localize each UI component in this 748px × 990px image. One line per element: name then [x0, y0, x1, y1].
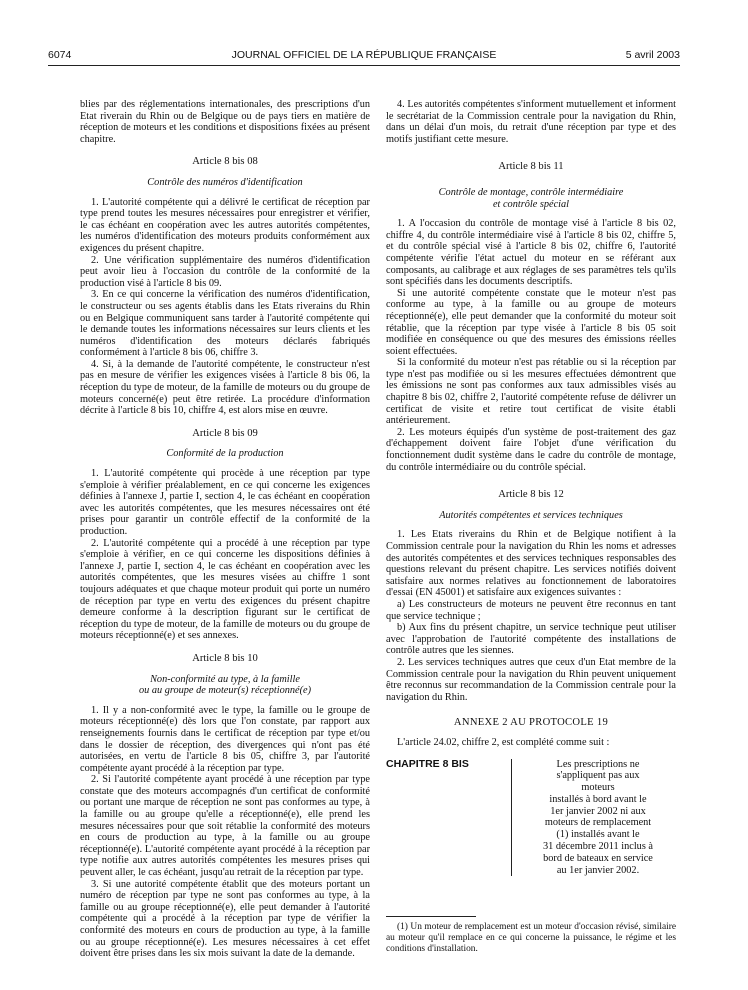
chapter-line: 31 décembre 2011 inclus à — [543, 841, 653, 853]
annexe-title: ANNEXE 2 AU PROTOCOLE 19 — [453, 717, 609, 729]
paragraph: 2. Une vérification supplémentaire des numéros d'identification peut avoir lieu à l'occasion du contrôle de la conformité de la production visé à l'article 8 bis 09. — [80, 254, 370, 289]
chapter-text — [512, 759, 676, 877]
chapter-line: Les prescriptions ne s'appliquent pas aux moteurs — [556, 758, 640, 794]
chapter-line: au 1er janvier 2002. — [556, 864, 640, 876]
article-8bis11-subtitle — [386, 187, 676, 210]
page-number: 6074 — [48, 49, 72, 61]
article-8bis10-subtitle — [80, 674, 370, 697]
footnote: (1) Un moteur de remplacement est un moteur d'occasion révisé, similaire au moteur qu'il remplace en ce qui concerne la puissance, le régime et les conditions d'installation. — [386, 922, 676, 954]
article-8bis09-subtitle: Conformité de la production — [166, 448, 284, 460]
paragraph: Si la conformité du moteur n'est pas rétablie ou si la réception par type n'est pas modifiée ou si les mesures effectuées démontrent que les émissions ne sont pas conformes aux taux admissibles visés au chapitre 8 bis 02, chiffre 2, l'autorité compétente refuse de délivrer un certificat de visite et retire tout certificat de visite établi antérieurement. — [386, 357, 676, 427]
subtitle-line: Non-conformité au type, à la famille — [150, 673, 300, 685]
paragraph: b) Aux fins du présent chapitre, un service technique peut utiliser avec l'approbation de l'autorité compétente des installations de contrôle autres que les siennes. — [386, 622, 676, 657]
intro-paragraph: blies par des réglementations internationales, des prescriptions d'un Etat riverain du Rhin ou de Belgique ou de pays tiers en matière de réception de moteurs et les conditions et dispositions fixées au présent chapitre. — [80, 99, 370, 145]
chapter-line: installés à bord avant le — [549, 793, 647, 805]
annexe-intro: L'article 24.02, chiffre 2, est complété comme suit : — [397, 736, 610, 748]
footnote-rule — [386, 916, 476, 917]
paragraph: 3. En ce qui concerne la vérification des numéros d'identification, le constructeur ou ses agents établis dans les Etats riverains du Rhin ou en Belgique communiquent sans tarder à l'autorité compétente qui le demande toutes les informations nécessaires sur leurs clients et les numéros d'identification des moteurs déclarés fabriqués conformément à l'article 8 bis 06, chiffre 3. — [80, 289, 370, 359]
subtitle-line: et contrôle spécial — [492, 198, 570, 210]
paragraph: 2. Si l'autorité compétente ayant procédé à une réception par type constate que des moteurs accompagnés d'un certificat de conformité ou portant une marque de réception ne sont pas conformes au type, à la famille ou au groupe qu'elle a réceptionné(e), elle prend les mesures nécessaires pour que soit rétablie la conformité des moteurs en cours de production au type, à la famille ou au groupe réceptionné(e). L'autorité compétente ayant procédé à la réception par type notifie aux autres autorités compétentes les mesures prises qui peuvent aller, le cas échéant, jusqu'au retrait de la réception par type. — [80, 774, 370, 879]
article-8bis08-title: Article 8 bis 08 — [192, 156, 258, 168]
issue-date: 5 avril 2003 — [625, 49, 680, 61]
paragraph: 1. L'autorité compétente qui procède à une réception par type s'emploie à vérifier préalablement, en ce qui concerne les exigences définies à l'annexe J, partie I, section 4, le cas échéant en coopération avec les autorités compétentes, que les mesures nécessaires ont été prises pour garantir un contrôle effectif de la conformité de la production. — [80, 468, 370, 537]
paragraph: 1. Il y a non-conformité avec le type, la famille ou le groupe de moteurs réceptionné(e) dès lors que l'on constate, par rapport aux renseignements fournis dans le certificat de réception par type et/ou dans le dossier de réception, des divergences qui n'ont pas été autorisées, en vertu de l'article 8 bis 05, chiffre 3, par l'autorité compétente ayant procédé à la réception par type. — [80, 704, 370, 774]
page-header — [48, 49, 680, 65]
paragraph: 4. Si, à la demande de l'autorité compétente, le constructeur n'est pas en mesure de vérifier les exigences visées à l'article 8 bis 06, la réception du type de moteur, de la famille de moteurs ou du groupe de moteurs concerné(e) peut être retirée. La procédure d'information décrite à l'article 8 bis 10, chiffre 4, est alors mise en œuvre. — [80, 358, 370, 417]
chapter-label: CHAPITRE 8 BIS — [386, 759, 512, 877]
paragraph: 1. A l'occasion du contrôle de montage visé à l'article 8 bis 02, chiffre 4, du contrôle intermédiaire visé à l'article 8 bis 02, chiffre 5, et du contrôle spécial visé à l'article 8 bis 02, chiffre 6, l'autorité compétente vérifie l'état actuel du moteur en se référant aux composants, au calibrage et aux réglages de ses paramètres tels qu'ils sont spécifiés dans les documents descriptifs. — [386, 218, 676, 288]
chapter-table — [386, 759, 676, 877]
article-8bis09-title: Article 8 bis 09 — [192, 427, 258, 439]
right-column — [386, 99, 676, 954]
paragraph: 4. Les autorités compétentes s'informent mutuellement et informent le secrétariat de la Commission centrale pour la navigation du Rhin, dans un délai d'un mois, du retrait d'une réception par type et des motifs justifiant cette mesure. — [386, 99, 676, 145]
left-column — [80, 99, 370, 960]
paragraph: 2. L'autorité compétente qui a procédé à une réception par type s'emploie à vérifier, en ce qui concerne les dispositions définies à l'annexe J, partie I, section 4, le cas échéant en coopération avec les autorités compétentes, que les mesures visées au chiffre 1 sont toujours adéquates et que chaque moteur produit qui porte un numéro de réception par type en vertu des exigences du présent chapitre demeure conforme à la description figurant sur le certificat de réception du type de moteur, de la famille de moteurs ou du groupe de moteurs réceptionné(e) et ses annexes. — [80, 537, 370, 642]
article-8bis12-title: Article 8 bis 12 — [498, 489, 564, 501]
subtitle-line: Contrôle de montage, contrôle intermédiaire — [438, 186, 624, 198]
article-8bis08-subtitle: Contrôle des numéros d'identification — [147, 176, 303, 188]
subtitle-line: ou au groupe de moteur(s) réceptionné(e) — [138, 685, 312, 697]
paragraph: 1. L'autorité compétente qui a délivré le certificat de réception par type prend toutes les mesures nécessaires pour enregistrer et vérifier, le cas échéant en coopération avec les autres autorités compétentes, les numéros d'identification des moteurs produits conformément aux exigences du présent chapitre. — [80, 196, 370, 254]
paragraph: 3. Si une autorité compétente établit que des moteurs portant un numéro de réception par type ne sont pas conformes au type, à la famille ou au groupe réceptionné(e), elle peut demander à l'autorité compétente qui a procédé à la réception par type de vérifier la conformité des moteurs en cours de production au type, à la famille ou au groupe réceptionné(e). Les mesures nécessaires à cet effet doivent être prises dans les six mois suivant la date de la demande. — [80, 878, 370, 960]
paragraph: 2. Les services techniques autres que ceux d'un Etat membre de la Commission centrale pour la navigation du Rhin peuvent uniquement être reconnus sur recommandation de la Commission centrale pour la navigation du Rhin. — [386, 656, 676, 703]
article-8bis12-subtitle: Autorités compétentes et services techniques — [439, 509, 623, 521]
header-rule — [48, 65, 680, 66]
paragraph: 1. Les Etats riverains du Rhin et de Belgique notifient à la Commission centrale pour la navigation du Rhin les noms et adresses des autorités compétentes et des services techniques responsables des questions relevant du présent chapitre. Les services notifiés doivent satisfaire aux normes relatives au fonctionnement de laboratoires d'essai (EN 45001) et satisfaire aux exigences suivantes : — [386, 529, 676, 599]
chapter-line: moteurs de remplacement (1) installés avant le — [544, 817, 652, 841]
article-8bis10-title: Article 8 bis 10 — [192, 652, 258, 664]
paragraph: a) Les constructeurs de moteurs ne peuvent être reconnus en tant que service technique ; — [386, 598, 676, 622]
article-8bis11-title: Article 8 bis 11 — [498, 161, 564, 173]
paragraph: Si une autorité compétente constate que le moteur n'est pas conforme au type, à la famille ou au groupe de moteurs réceptionné(e), elle peut demander que la conformité du moteur soit rétablie, que la réception par type visée à l'article 8 bis 05 soit modifiée en conséquence ou que des mesures des émissions réelles soient effectuées. — [386, 287, 676, 357]
chapter-line: bord de bateaux en service — [543, 852, 653, 864]
paragraph: 2. Les moteurs équipés d'un système de post-traitement des gaz d'échappement doivent faire l'objet d'une vérification du fonctionnement dudit système dans le cadre du contrôle de montage, du contrôle intermédiaire ou du contrôle spécial. — [386, 426, 676, 473]
journal-title: JOURNAL OFFICIEL DE LA RÉPUBLIQUE FRANÇAISE — [231, 49, 497, 61]
chapter-line: 1er janvier 2002 ni aux — [550, 805, 646, 817]
